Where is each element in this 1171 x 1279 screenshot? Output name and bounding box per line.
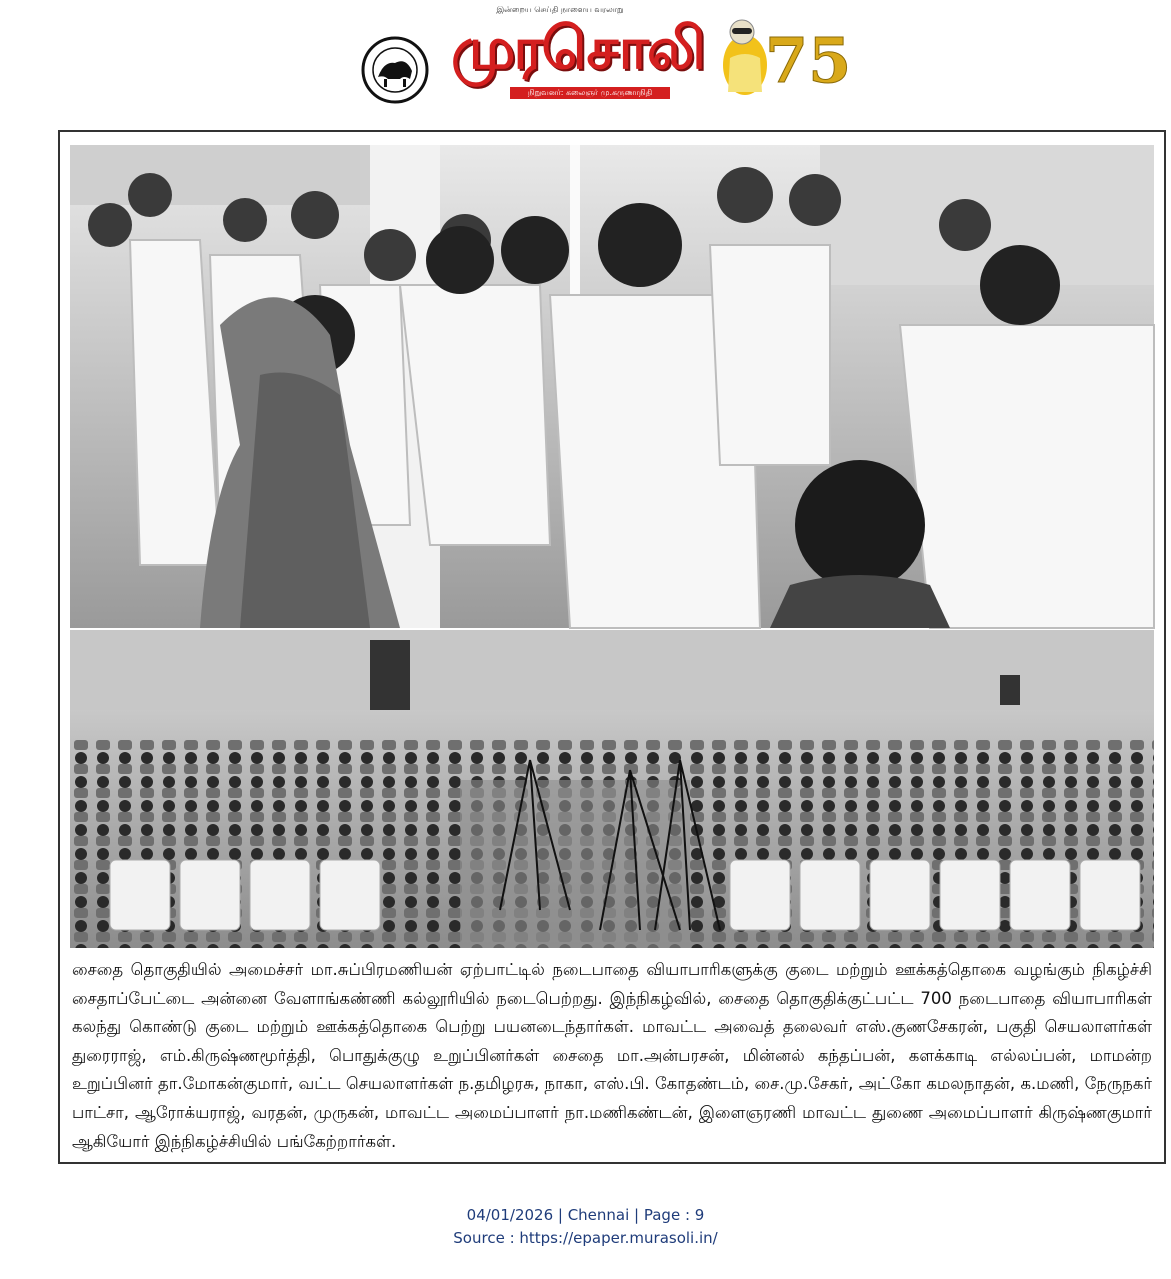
article-caption: சைதை தொகுதியில் அமைச்சர் மா.சுப்பிரமணியன் ஏற்பாட்டில் நடைபாதை வியாபாரிகளுக்கு குடை மற்றும் ஊக்கத்தொகை வழங்கும் நிகழ்ச்சி சைதாப்பேட்டை அன்னை வேளாங்கண்ணி கல்லூரியில் நடைபெற்றது. இந்நிகழ்வில், சைதை தொகுதிக்குட்பட்ட 700 நடைபாதை வியாபாரிகள் கலந்து கொண்டு குடை மற்றும் ஊக்கத்தொகை பெற்று பயனடைந்தார்கள். மாவட்ட அவைத் தலைவர் எஸ்.குணசேகரன், பகுதி செயலாளர்கள் துரைராஜ், எம்.கிருஷ்ணமூர்த்தி, பொதுக்குழு உறுப்பினர்கள் சைதை மா.அன்பரசன், மின்னல் கந்தப்பன், களக்காடி எல்லப்பன், மாமன்ற உறுப்பினர் தா.மோகன்குமார், வட்ட செயலாளர்கள் ந.தமிழரசு, நாகா, எஸ்.பி. கோதண்டம், சை.மு.சேகர், அட்கோ கமலநாதன், க.மணி, நேருநகர் பாட்சா, ஆரோக்யராஜ், வரதன், முருகன், மாவட்ட அமைப்பாளர் நா.மணிகண்டன், இளைஞரணி மாவட்ட துணை அமைப்பாளர் கிருஷ்ணகுமார் ஆகியோர் இந்நிகழ்ச்சியில் பங்கேற்றார்கள். xyxy=(72,960,1152,1151)
footer-date-page: 04/01/2026 | Chennai | Page : 9 xyxy=(466,1206,705,1224)
anniversary-75-logo xyxy=(710,10,852,100)
brand-name: முரசொலி xyxy=(451,14,704,82)
masthead xyxy=(350,5,852,105)
party-seal-logo xyxy=(360,35,430,105)
anniversary-number: 75 xyxy=(765,24,852,97)
founder-tagline: நிறுவனர்: கலைஞர் மு.கருணாநிதி xyxy=(510,87,670,99)
footer-source-link[interactable]: Source : https://epaper.murasoli.in/ xyxy=(453,1229,718,1247)
photo-audience-crowd xyxy=(70,630,1154,948)
masthead-tagline: இன்றைய செய்தி நாளைய வரலாறு xyxy=(496,5,624,14)
photo-distribution-ceremony xyxy=(70,145,1154,628)
